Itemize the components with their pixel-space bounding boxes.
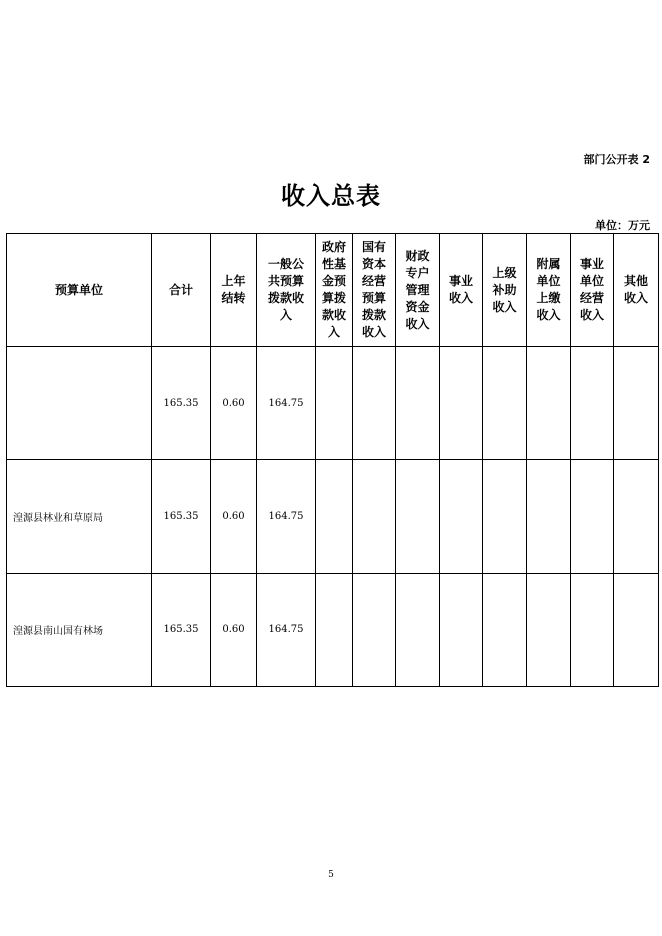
table-row [7, 347, 659, 460]
cell-superior-subsidy [483, 347, 527, 460]
cell-superior-subsidy [483, 573, 527, 686]
page-title: 收入总表 [281, 182, 381, 210]
cell-budget-unit: 湟源县南山国有林场 [7, 573, 152, 686]
column-header-label: 预算单位 [54, 282, 103, 297]
cell-other-income [614, 573, 659, 686]
page-number: 5 [328, 870, 334, 880]
cell-superior-subsidy [483, 460, 527, 573]
cell-special-account [396, 573, 440, 686]
cell-business-income [440, 573, 483, 686]
column-header-label: 事业单位经营收入 [579, 257, 604, 322]
column-header-operating-income [571, 234, 614, 347]
cell-operating-income [571, 573, 614, 686]
cell-carryover: 0.60 [211, 347, 257, 460]
cell-carryover: 0.60 [211, 460, 257, 573]
cell-state-capital [353, 573, 396, 686]
cell-other-income [614, 460, 659, 573]
unit-label: 单位：万元 [595, 219, 650, 232]
column-header-superior-subsidy [483, 234, 527, 347]
cell-special-account [396, 347, 440, 460]
column-header-other-income [614, 234, 659, 347]
cell-other-income [614, 347, 659, 460]
column-header-gov-fund [316, 234, 353, 347]
cell-total: 165.35 [152, 573, 211, 686]
income-summary-table [6, 233, 659, 687]
cell-operating-income [571, 460, 614, 573]
column-header-special-account [396, 234, 440, 347]
cell-general-budget: 164.75 [257, 347, 316, 460]
cell-general-budget: 164.75 [257, 460, 316, 573]
cell-affiliated-unit [527, 573, 571, 686]
cell-state-capital [353, 347, 396, 460]
cell-carryover: 0.60 [211, 573, 257, 686]
column-header-label: 附属单位上缴收入 [536, 257, 561, 322]
cell-total: 165.35 [152, 347, 211, 460]
cell-business-income [440, 347, 483, 460]
cell-affiliated-unit [527, 347, 571, 460]
column-header-general-budget [257, 234, 316, 347]
column-header-carryover [211, 234, 257, 347]
cell-affiliated-unit [527, 460, 571, 573]
column-header-label: 国有资本经营预算拨款收入 [361, 240, 386, 339]
column-header-label: 财政专户管理资金收入 [405, 248, 430, 331]
cell-gov-fund [316, 573, 353, 686]
cell-business-income [440, 460, 483, 573]
cell-state-capital [353, 460, 396, 573]
column-header-label: 一般公共预算拨款收入 [267, 257, 304, 322]
column-header-label: 其他收入 [623, 274, 648, 305]
column-header-label: 事业收入 [448, 274, 473, 305]
cell-gov-fund [316, 460, 353, 573]
table-header-row [7, 234, 659, 347]
cell-budget-unit: 湟源县林业和草原局 [7, 460, 152, 573]
table-row [7, 460, 659, 573]
column-header-budget-unit [7, 234, 152, 347]
column-header-label: 政府性基金预算拨款收入 [321, 240, 346, 339]
column-header-label: 上级补助收入 [492, 265, 517, 314]
column-header-total [152, 234, 211, 347]
cell-total: 165.35 [152, 460, 211, 573]
cell-gov-fund [316, 347, 353, 460]
table-row [7, 573, 659, 686]
column-header-state-capital [353, 234, 396, 347]
column-header-business-income [440, 234, 483, 347]
form-number-label: 部门公开表 2 [583, 153, 650, 166]
column-header-label: 合计 [168, 282, 193, 297]
cell-special-account [396, 460, 440, 573]
cell-budget-unit [7, 347, 152, 460]
column-header-label: 上年结转 [221, 274, 246, 305]
cell-operating-income [571, 347, 614, 460]
cell-general-budget: 164.75 [257, 573, 316, 686]
column-header-affiliated-unit [527, 234, 571, 347]
